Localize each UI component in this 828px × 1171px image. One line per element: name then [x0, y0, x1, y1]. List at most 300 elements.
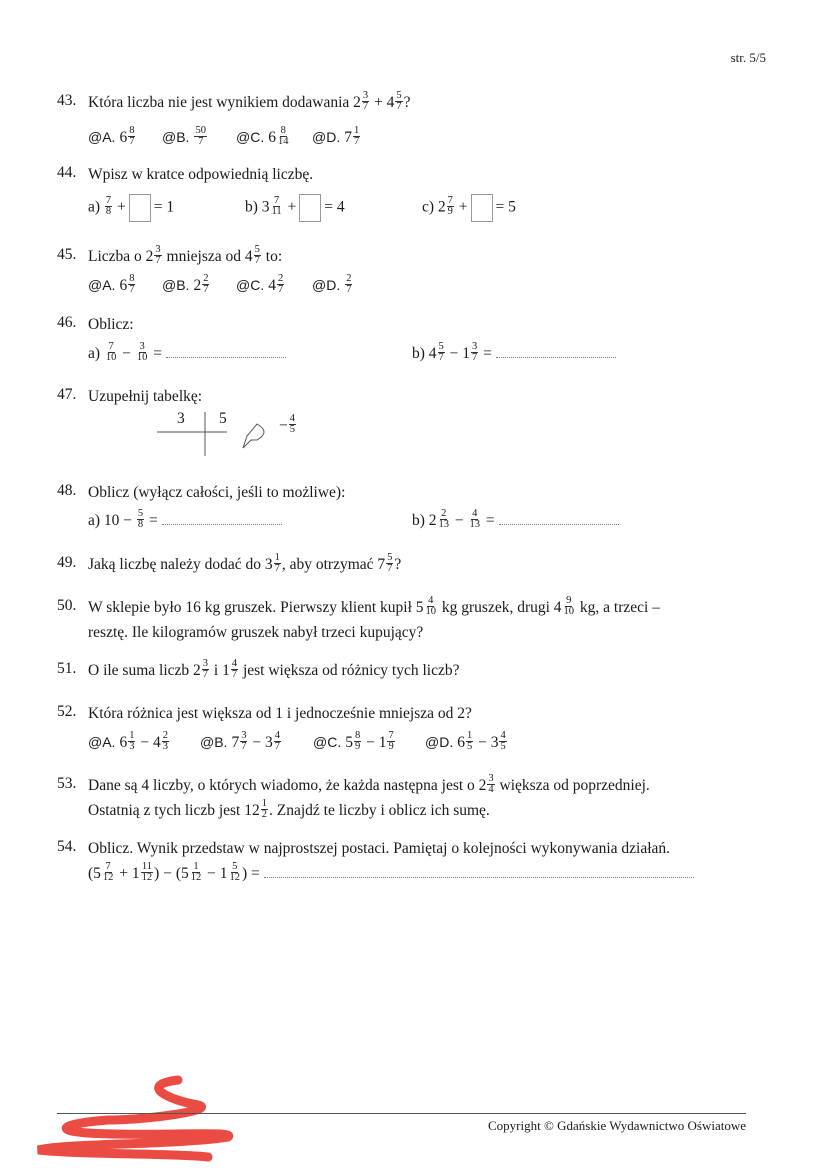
- numerator: 1: [274, 551, 280, 563]
- whole-part: 1: [462, 345, 471, 362]
- answer-row: [88, 341, 778, 371]
- denominator: 4: [488, 783, 494, 795]
- table-operation: [279, 413, 297, 437]
- fraction: [194, 126, 207, 147]
- numerator: 7: [105, 194, 112, 206]
- whole-part: 5: [415, 599, 424, 616]
- text-run: . Znajdź te liczby i oblicz ich sumę.: [269, 802, 490, 819]
- whole-part: 2: [145, 248, 154, 265]
- numerator: 2: [346, 272, 352, 284]
- whole-part: 7: [377, 556, 386, 573]
- fraction: [202, 274, 209, 295]
- redacted-scribble: [28, 1075, 258, 1165]
- whole-part: 4: [428, 345, 437, 362]
- text-run: a): [88, 345, 104, 362]
- fraction: [353, 126, 360, 147]
- whole-part: 4: [268, 277, 276, 294]
- option-label: @D.: [312, 129, 341, 145]
- row-item: [236, 124, 290, 151]
- option-label: @B.: [162, 277, 190, 293]
- numerator: 3: [155, 243, 161, 255]
- denominator: 7: [274, 740, 280, 752]
- denominator: 10: [136, 351, 148, 363]
- row-item: [312, 124, 361, 151]
- denominator: 7: [387, 562, 393, 574]
- text-run: resztę. Ile kilogramów gruszek nabył trzeci kupujący?: [88, 624, 424, 641]
- fraction: [563, 596, 576, 617]
- text-run: Uzupełnij tabelkę:: [88, 388, 203, 405]
- fraction: [128, 126, 135, 147]
- numerator: 5: [438, 340, 444, 352]
- denominator: 7: [438, 351, 444, 363]
- numerator: 3: [241, 729, 247, 741]
- row-item: [88, 124, 136, 151]
- denominator: 13: [469, 518, 481, 530]
- numerator: 7: [108, 340, 114, 352]
- row-item: [425, 729, 508, 756]
- denominator: 7: [362, 100, 369, 112]
- denominator: 10: [425, 605, 436, 617]
- whole-part: 2: [353, 94, 361, 111]
- fraction: [289, 414, 296, 435]
- text-run: (: [88, 865, 94, 882]
- numerator: 5: [254, 243, 260, 255]
- text-run: , aby otrzymać: [281, 556, 378, 573]
- question-number: 51.: [57, 660, 77, 677]
- numerator: 8: [129, 272, 135, 284]
- whole-part: 4: [386, 94, 395, 111]
- denominator: 12: [229, 871, 240, 883]
- whole-part: 3: [264, 556, 273, 573]
- denominator: 9: [447, 205, 453, 217]
- fraction: [202, 659, 209, 680]
- fraction: [137, 509, 144, 530]
- question-text: [88, 243, 283, 268]
- text-run: Dane są 4 liczby, o których wiadomo, że każda następna jest o: [88, 777, 479, 794]
- text-run: = 5: [495, 198, 516, 216]
- denominator: 7: [396, 100, 402, 112]
- denominator: 12: [102, 871, 114, 883]
- denominator: 7: [129, 135, 135, 147]
- text-run: ) − (: [154, 865, 181, 882]
- text-run: a) 10 −: [88, 512, 136, 529]
- text-run: Wpisz w kratce odpowiednią liczbę.: [88, 166, 314, 183]
- row-item: [162, 272, 210, 299]
- fraction: [154, 245, 161, 266]
- text-run: −: [118, 345, 135, 362]
- whole-part: 6: [119, 277, 128, 294]
- denominator: 11: [271, 205, 282, 217]
- question-text: [88, 314, 134, 336]
- denominator: 2: [261, 808, 267, 820]
- denominator: 12: [141, 871, 153, 883]
- denominator: 12: [190, 871, 202, 883]
- fraction: [345, 274, 352, 295]
- question-text: [88, 838, 670, 860]
- whole-part: 2: [428, 512, 437, 529]
- text-run: Która liczba nie jest wynikiem dodawania: [88, 94, 354, 111]
- numerator: 4: [500, 729, 506, 741]
- numerator: 9: [566, 594, 572, 606]
- denominator: 7: [198, 135, 204, 147]
- denominator: 13: [438, 518, 450, 530]
- answer-line[interactable]: [496, 343, 616, 358]
- fraction: [274, 553, 281, 574]
- text-run: Oblicz (wyłącz całości, jeśli to możliwe):: [88, 484, 346, 501]
- denominator: 3: [129, 740, 135, 752]
- numerator: 1: [129, 729, 135, 741]
- denominator: 9: [388, 740, 394, 752]
- text-run: −: [203, 865, 220, 882]
- question-number: 49.: [57, 554, 77, 571]
- row-item: [88, 861, 694, 887]
- text-run: mniejsza od: [162, 248, 245, 265]
- whole-part: 1: [219, 865, 228, 882]
- whole-part: 4: [152, 734, 161, 751]
- question-text: [88, 703, 472, 725]
- numerator: 4: [289, 413, 295, 424]
- fraction: [136, 342, 149, 363]
- fraction: [386, 553, 393, 574]
- denominator: 7: [346, 283, 352, 295]
- numerator: 4: [274, 729, 280, 741]
- denominator: 7: [241, 740, 247, 752]
- question-number: 46.: [57, 314, 77, 331]
- fraction: [387, 731, 394, 752]
- numerator: 5: [232, 860, 238, 872]
- answer-row: [88, 194, 778, 224]
- fraction: [469, 509, 482, 530]
- text-run: kg gruszek, drugi: [438, 599, 554, 616]
- option-label: @C.: [313, 734, 342, 750]
- answer-line[interactable]: [162, 510, 282, 525]
- row-item: [412, 508, 619, 534]
- text-run: =: [479, 345, 492, 362]
- text-run: ?: [403, 94, 411, 111]
- numerator: 2: [162, 729, 168, 741]
- text-run: = 1: [153, 198, 175, 216]
- denominator: 14: [277, 135, 289, 147]
- row-item: [88, 620, 423, 646]
- answer-line[interactable]: [166, 343, 286, 358]
- numerator: 2: [277, 272, 284, 284]
- option-label: @D.: [312, 277, 341, 293]
- whole-part: 3: [490, 734, 499, 751]
- whole-part: 1: [222, 662, 230, 679]
- fraction: [277, 274, 284, 295]
- fraction: [240, 731, 247, 752]
- numerator: 4: [472, 507, 478, 519]
- denominator: 10: [105, 351, 117, 363]
- numerator: 3: [202, 657, 209, 669]
- numerator: 7: [447, 194, 453, 206]
- denominator: 8: [105, 205, 112, 217]
- text-run: Która różnica jest większa od 1 i jednocześnie mniejsza od 2?: [88, 705, 472, 722]
- question-text: [88, 772, 650, 797]
- fraction: [447, 196, 454, 217]
- whole-part: 5: [93, 865, 101, 882]
- denominator: 8: [137, 518, 144, 530]
- transform-table: [157, 412, 357, 462]
- option-label: @A.: [88, 734, 116, 750]
- numerator: 1: [353, 124, 360, 136]
- fraction: [395, 91, 402, 112]
- whole-part: 2: [193, 277, 202, 294]
- option-label: @B.: [162, 129, 190, 145]
- text-run: Jaką liczbę należy dodać do: [88, 556, 265, 573]
- denominator: 5: [500, 740, 506, 752]
- answer-line[interactable]: [499, 510, 619, 525]
- answer-row: [88, 861, 778, 891]
- fraction: [471, 342, 478, 363]
- table-value: 3: [177, 410, 185, 427]
- operation-sign: −: [279, 417, 288, 435]
- text-run: =: [482, 512, 495, 529]
- row-item: [88, 508, 282, 534]
- denominator: 7: [277, 283, 284, 295]
- whole-part: 5: [345, 734, 353, 751]
- fraction: [362, 91, 369, 112]
- text-run: = 4: [324, 198, 345, 216]
- denominator: 7: [274, 562, 280, 574]
- row-item: [422, 194, 516, 222]
- whole-part: 6: [119, 129, 128, 146]
- numerator: 11: [141, 860, 152, 872]
- whole-part: 6: [457, 734, 465, 751]
- question-text: [88, 594, 660, 619]
- whole-part: 6: [119, 734, 128, 751]
- question-number: 52.: [57, 703, 77, 720]
- text-run: −: [474, 734, 491, 751]
- fraction: [128, 731, 135, 752]
- numerator: 3: [472, 340, 478, 352]
- numerator: 8: [354, 729, 361, 741]
- option-label: @A.: [88, 129, 116, 145]
- answer-row: [88, 508, 778, 538]
- question-text: [88, 164, 313, 186]
- text-run: Liczba o: [88, 248, 146, 265]
- whole-part: 7: [231, 734, 240, 751]
- row-item: [162, 124, 208, 151]
- denominator: 9: [354, 740, 361, 752]
- footer-divider: [57, 1113, 746, 1114]
- row-item: [200, 729, 282, 756]
- option-label: @C.: [236, 277, 265, 293]
- text-run: b) 3: [245, 198, 270, 216]
- denominator: 7: [231, 668, 238, 680]
- denominator: 7: [202, 668, 209, 680]
- whole-part: 6: [268, 129, 276, 146]
- text-run: +: [454, 198, 468, 216]
- denominator: 3: [162, 740, 168, 752]
- fraction: [499, 731, 506, 752]
- numerator: 5: [137, 507, 144, 519]
- fraction: [105, 196, 112, 217]
- denominator: 7: [129, 283, 135, 295]
- whole-part: 5: [181, 865, 189, 882]
- fraction: [425, 596, 438, 617]
- question-number: 43.: [57, 92, 77, 109]
- fraction: [438, 509, 451, 530]
- text-run: i: [210, 662, 223, 679]
- denominator: 7: [254, 254, 260, 266]
- fraction: [487, 774, 494, 795]
- answer-box[interactable]: [471, 194, 493, 222]
- numerator: 8: [129, 124, 135, 136]
- numerator: 50: [195, 124, 206, 136]
- numerator: 4: [231, 657, 238, 669]
- numerator: 8: [280, 124, 286, 136]
- text-run: ?: [394, 556, 402, 573]
- answer-row: [88, 272, 778, 302]
- curved-arrow-icon: [243, 424, 264, 448]
- row-item: [313, 729, 396, 756]
- option-label: @A.: [88, 277, 116, 293]
- whole-part: 2: [478, 777, 487, 794]
- row-item: [88, 194, 174, 222]
- numerator: 7: [273, 194, 280, 206]
- fraction: [438, 342, 445, 363]
- whole-part: 3: [264, 734, 273, 751]
- question-text: [88, 551, 402, 576]
- text-run: b): [412, 345, 429, 362]
- text-run: −: [362, 734, 379, 751]
- numerator: 1: [261, 797, 267, 809]
- answer-row: [88, 124, 778, 154]
- whole-part: 7: [344, 129, 352, 146]
- option-label: @D.: [425, 734, 454, 750]
- question-number: 45.: [57, 246, 77, 263]
- text-run: =: [145, 512, 158, 529]
- answer-row: [88, 729, 778, 759]
- numerator: 1: [466, 729, 473, 741]
- text-run: +: [115, 865, 132, 882]
- fraction: [261, 799, 268, 820]
- denominator: 5: [289, 424, 295, 435]
- text-run: a): [88, 198, 104, 216]
- table-grid: [157, 412, 357, 462]
- fraction: [105, 342, 118, 363]
- text-run: −: [248, 734, 265, 751]
- whole-part: 1: [131, 865, 140, 882]
- table-value: 5: [219, 410, 227, 427]
- text-run: c) 2: [422, 198, 446, 216]
- answer-row: [88, 620, 778, 650]
- row-item: [245, 194, 345, 222]
- numerator: 7: [388, 729, 394, 741]
- row-item: [312, 272, 353, 299]
- numerator: 7: [105, 860, 111, 872]
- answer-box[interactable]: [299, 194, 321, 222]
- fraction: [354, 731, 361, 752]
- numerator: 3: [488, 772, 494, 784]
- fraction: [271, 196, 283, 217]
- denominator: 7: [472, 351, 478, 363]
- copyright: Copyright © Gdańskie Wydawnictwo Oświatowe: [488, 1118, 746, 1133]
- denominator: 7: [155, 254, 161, 266]
- text-run: O ile suma liczb: [88, 662, 194, 679]
- answer-row: [88, 798, 778, 828]
- denominator: 5: [466, 740, 473, 752]
- question-number: 50.: [57, 597, 77, 614]
- text-run: =: [149, 345, 163, 362]
- question-number: 48.: [57, 482, 77, 499]
- whole-part: 4: [244, 248, 253, 265]
- question-text: [88, 386, 202, 408]
- question-number: 54.: [57, 838, 77, 855]
- question-number: 47.: [57, 386, 77, 403]
- row-item: [236, 272, 285, 299]
- fraction: [162, 731, 169, 752]
- option-label: @B.: [200, 734, 228, 750]
- numerator: 3: [139, 340, 145, 352]
- answer-box[interactable]: [129, 194, 151, 222]
- numerator: 2: [441, 507, 447, 519]
- denominator: 7: [203, 283, 209, 295]
- whole-part: 1: [378, 734, 387, 751]
- question-text: [88, 89, 411, 114]
- numerator: 5: [396, 89, 402, 101]
- text-run: −: [445, 345, 463, 362]
- text-run: jest większa od różnicy tych liczb?: [239, 662, 460, 679]
- question-number: 44.: [57, 164, 77, 181]
- denominator: 7: [353, 135, 360, 147]
- row-item: [88, 341, 286, 367]
- fraction: [274, 731, 281, 752]
- text-run: kg, a trzeci –: [576, 599, 660, 616]
- text-run: +: [370, 94, 387, 111]
- fraction: [254, 245, 261, 266]
- whole-part: 12: [244, 802, 260, 819]
- fraction: [277, 126, 290, 147]
- fraction: [102, 862, 115, 883]
- text-run: b): [412, 512, 429, 529]
- numerator: 4: [428, 594, 434, 606]
- fraction: [190, 862, 203, 883]
- text-run: +: [283, 198, 297, 216]
- text-run: −: [451, 512, 468, 529]
- question-text: [88, 657, 460, 682]
- numerator: 3: [362, 89, 369, 101]
- row-item: [88, 729, 170, 756]
- denominator: 10: [563, 605, 575, 617]
- fraction: [466, 731, 473, 752]
- question-number: 53.: [57, 775, 77, 792]
- fraction: [128, 274, 135, 295]
- fraction: [141, 862, 154, 883]
- text-run: ) =: [242, 865, 260, 882]
- text-run: +: [113, 198, 126, 216]
- text-run: to:: [261, 248, 283, 265]
- question-text: [88, 482, 345, 504]
- fraction: [231, 659, 238, 680]
- answer-line[interactable]: [264, 863, 694, 878]
- page-number: str. 5/5: [730, 50, 766, 65]
- text-run: −: [136, 734, 153, 751]
- numerator: 1: [193, 860, 199, 872]
- row-item: [88, 272, 136, 299]
- text-run: W sklepie było 16 kg gruszek. Pierwszy klient kupił: [88, 599, 416, 616]
- text-run: Oblicz:: [88, 316, 134, 333]
- numerator: 5: [387, 551, 393, 563]
- numerator: 2: [203, 272, 209, 284]
- text-run: większa od poprzedniej.: [495, 777, 650, 794]
- text-run: Ostatnią z tych liczb jest: [88, 802, 245, 819]
- row-item: [88, 798, 490, 824]
- fraction: [229, 862, 242, 883]
- option-label: @C.: [236, 129, 265, 145]
- whole-part: 4: [553, 599, 562, 616]
